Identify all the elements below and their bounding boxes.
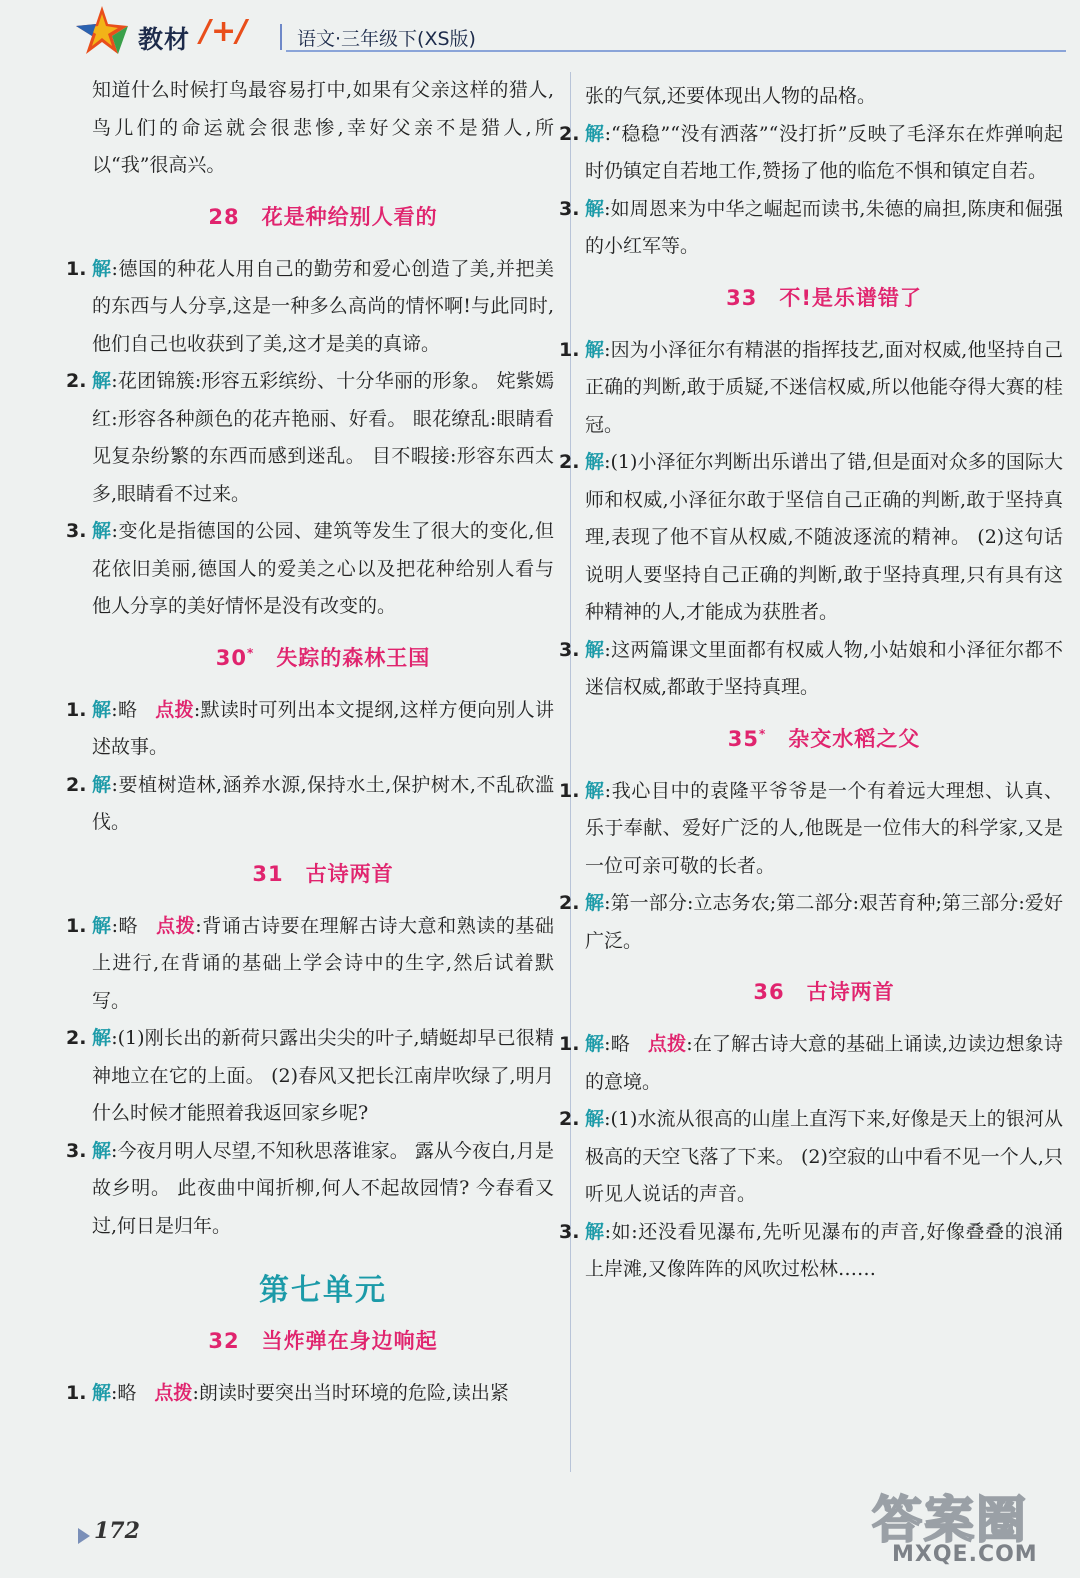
item-number: 2. xyxy=(559,122,580,145)
answer-label: 解 xyxy=(92,1139,112,1162)
answer-item xyxy=(559,444,1063,632)
answer-text: :这两篇课文里面都有权威人物,小姑娘和小泽征尔都不迷信权威,都敢于坚持真理。 xyxy=(585,638,1063,698)
section-number xyxy=(208,205,239,229)
answer-body xyxy=(585,1214,1063,1289)
answer-item xyxy=(559,1026,1063,1101)
subject-label: 语文·三年级下(XS版) xyxy=(297,28,476,50)
answer-body xyxy=(92,1133,554,1246)
answer-text: :德国的种花人用自己的勤劳和爱心创造了美,并把美的东西与人分享,这是一种多么高尚的情怀啊!与此同时,他们自己也收获到了美,这才是美的真谛。 xyxy=(92,257,554,355)
item-number: 3. xyxy=(66,520,87,542)
answer-item xyxy=(66,908,554,1021)
answer-item xyxy=(66,513,554,626)
answer-body xyxy=(92,513,554,626)
answer-text: :第一部分:立志务农;第二部分:艰苦育种;第三部分:爱好广泛。 xyxy=(585,892,1063,952)
answer-label: 解 xyxy=(92,370,112,392)
section-number-text: 28 xyxy=(208,204,240,229)
answer-body xyxy=(92,363,554,513)
answer-label: 解 xyxy=(92,1382,112,1404)
section-number-text: 32 xyxy=(208,1329,240,1353)
answer-item xyxy=(559,1101,1063,1214)
answer-item xyxy=(559,191,1063,266)
item-number: 2. xyxy=(559,451,580,473)
answer-text: :花团锦簇:形容五彩缤纷、十分华丽的形象。 姹紫嫣红:形容各种颜色的花卉艳丽、好看。 眼花缭乱:眼睛看见复杂纷繁的东西而感到迷乱。 目不暇接:形容东西太多,眼睛看不过来。 xyxy=(92,370,554,505)
answer-text: :(1)刚长出的新荷只露出尖尖的叶子,蜻蜓却早已很精神地立在它的上面。 (2)春风又把长江南岸吹绿了,明月什么时候才能照着我返回家乡呢? xyxy=(92,1027,554,1124)
hint-label: 点拨 xyxy=(647,1033,687,1055)
brand-title: 教材 xyxy=(138,25,191,54)
answer-item xyxy=(66,767,554,842)
answer-item xyxy=(559,885,1063,960)
hint-text: :默读时可列出本文提纲,这样方便向别人讲述故事。 xyxy=(92,698,554,758)
answer-label: 解 xyxy=(92,773,112,796)
optional-star: * xyxy=(758,726,767,741)
item-number: 2. xyxy=(559,1108,580,1130)
item-number: 1. xyxy=(559,1033,580,1055)
answer-label: 解 xyxy=(92,257,112,280)
answer-body xyxy=(585,332,1063,445)
item-number: 1. xyxy=(66,1382,87,1404)
answer-label: 解 xyxy=(585,1220,605,1243)
section-title xyxy=(585,976,1063,1006)
section-title-text: 花是种给别人看的 xyxy=(261,204,438,229)
brand-mark: /+/ xyxy=(200,14,248,49)
item-number: 2. xyxy=(66,1027,87,1049)
answer-text: :略 xyxy=(111,914,139,937)
item-number: 3. xyxy=(66,1139,87,1162)
hint-label: 点拨 xyxy=(156,914,196,937)
answer-item xyxy=(66,692,554,767)
answer-label: 解 xyxy=(585,451,605,473)
answer-item xyxy=(559,116,1063,191)
answer-text: :略 xyxy=(111,1382,137,1404)
section-title xyxy=(92,642,554,672)
answer-text: :要植树造林,涵养水源,保持水土,保护树木,不乱砍滥伐。 xyxy=(92,773,554,833)
section-number xyxy=(208,1329,239,1353)
section-title xyxy=(585,723,1063,753)
answer-item xyxy=(66,363,554,513)
answer-item xyxy=(559,1214,1063,1289)
section-title xyxy=(585,282,1063,312)
item-number: 2. xyxy=(66,773,87,796)
answer-item xyxy=(559,332,1063,445)
answer-body xyxy=(585,444,1063,632)
answer-text: :变化是指德国的公园、建筑等发生了很大的变化,但花依旧美丽,德国人的爱美之心以及把花种给别人看与他人分享的美好情怀是没有改变的。 xyxy=(92,520,554,617)
section-title-text: 古诗两首 xyxy=(305,861,394,886)
answer-text: :我心目中的袁隆平爷爷是一个有着远大理想、认真、乐于奉献、爱好广泛的人,他既是一位伟大的科学家,又是一位可亲可敬的长者。 xyxy=(585,779,1063,877)
section-number-text: 31 xyxy=(252,861,284,886)
answer-text: :(1)小泽征尔判断出乐谱出了错,但是面对众多的国际大师和权威,小泽征尔敢于坚信自己正确的判断,敢于坚持真理,表现了他不盲从权威,不随波逐流的精神。 (2)这句话说明人要坚持自己正确的判断,敢于坚持真理,只有具有这种精神的人,才能成为获胜者。 xyxy=(585,451,1063,623)
answer-label: 解 xyxy=(585,197,605,220)
answer-body xyxy=(585,1101,1063,1214)
section-number xyxy=(216,646,255,670)
answer-item xyxy=(66,251,554,364)
hint-text: :朗读时要突出当时环境的危险,读出紧 xyxy=(192,1382,509,1404)
answer-body xyxy=(92,767,554,842)
answer-body xyxy=(585,1026,1063,1101)
answer-body xyxy=(92,1375,554,1413)
answer-label: 解 xyxy=(92,520,112,542)
answer-body xyxy=(585,191,1063,266)
item-number: 2. xyxy=(66,370,87,392)
watermark-url: MXQE.COM xyxy=(892,1542,1038,1567)
answer-item xyxy=(66,1133,554,1246)
item-number: 3. xyxy=(559,1220,580,1243)
answer-label: 解 xyxy=(585,338,605,361)
page-number: 172 xyxy=(94,1518,140,1544)
answer-text: :略 xyxy=(604,1033,630,1055)
answer-item xyxy=(66,1375,554,1413)
item-number: 1. xyxy=(559,338,580,361)
star-logo-icon xyxy=(72,4,132,56)
answer-label: 解 xyxy=(92,698,112,721)
continued-text: 张的气氛,还要体现出人物的品格。 xyxy=(585,85,877,107)
section-title-text: 失踪的森林王国 xyxy=(276,645,431,670)
answer-text: :如:还没看见瀑布,先听见瀑布的声音,好像叠叠的浪涌上岸滩,又像阵阵的风吹过松林…… xyxy=(585,1220,1063,1280)
unit-title: 第七单元 xyxy=(259,1273,387,1308)
page-arrow-icon xyxy=(78,1528,90,1544)
section-number xyxy=(728,727,767,751)
section-title xyxy=(92,201,554,231)
answer-body xyxy=(585,632,1063,707)
section-title-text: 当炸弹在身边响起 xyxy=(261,1329,438,1353)
answer-label: 解 xyxy=(585,638,605,661)
answer-body xyxy=(92,251,554,364)
item-number: 1. xyxy=(66,698,87,721)
watermark-text: 答案圈 xyxy=(872,1491,1028,1549)
continued-text: 知道什么时候打鸟最容易打中,如果有父亲这样的猎人,鸟儿们的命运就会很悲惨,幸好父亲不是猎人,所以“我”很高兴。 xyxy=(92,79,554,176)
section-number-text: 36 xyxy=(753,980,785,1004)
item-number: 3. xyxy=(559,197,580,220)
answer-label: 解 xyxy=(92,914,112,937)
section-title-text: 古诗两首 xyxy=(806,980,895,1004)
header-rule xyxy=(286,50,1066,52)
item-number: 2. xyxy=(559,892,580,914)
right-column xyxy=(559,78,1063,1289)
section-number xyxy=(726,286,757,310)
hint-text: :背诵古诗要在理解古诗大意和熟读的基础上进行,在背诵的基础上学会诗中的生字,然后试着默写。 xyxy=(92,914,554,1012)
answer-label: 解 xyxy=(585,779,605,802)
section-number-text: 30 xyxy=(215,645,247,670)
answer-label: 解 xyxy=(585,892,605,914)
answer-item xyxy=(559,773,1063,886)
answer-body xyxy=(585,885,1063,960)
section-title-text: 杂交水稻之父 xyxy=(788,726,921,751)
hint-label: 点拨 xyxy=(155,698,194,721)
section-number-text: 33 xyxy=(726,285,758,310)
answer-label: 解 xyxy=(585,1033,605,1055)
hint-text: :在了解古诗大意的基础上诵读,边读边想象诗的意境。 xyxy=(585,1033,1063,1093)
answer-text: :“稳稳”“没有洒落”“没打折”反映了毛泽东在炸弹响起时仍镇定自若地工作,赞扬了他的临危不惧和镇定自若。 xyxy=(585,122,1063,182)
hint-label: 点拨 xyxy=(154,1382,193,1404)
item-number: 1. xyxy=(559,779,580,802)
answer-item xyxy=(66,1020,554,1133)
answer-item xyxy=(559,632,1063,707)
answer-text: :今夜月明人尽望,不知秋思落谁家。 露从今夜白,月是故乡明。 此夜曲中闻折柳,何人不起故园情? 今春看又过,何日是归年。 xyxy=(92,1139,554,1237)
answer-text: :(1)水流从很高的山崖上直泻下来,好像是天上的银河从极高的天空飞落了下来。 (2)空寂的山中看不见一个人,只听见人说话的声音。 xyxy=(585,1108,1063,1205)
answer-label: 解 xyxy=(585,1108,605,1130)
answer-text: :因为小泽征尔有精湛的指挥技艺,面对权威,他坚持自己正确的判断,敢于质疑,不迷信权威,所以他能夺得大赛的桂冠。 xyxy=(585,338,1063,436)
answer-body xyxy=(92,908,554,1021)
answer-body xyxy=(585,773,1063,886)
section-title xyxy=(92,858,554,888)
header-divider xyxy=(280,24,282,50)
answer-body xyxy=(92,1020,554,1133)
section-title xyxy=(92,1325,554,1355)
item-number: 1. xyxy=(66,914,87,937)
page-header xyxy=(0,0,1080,60)
left-column xyxy=(66,72,554,1413)
answer-label: 解 xyxy=(92,1027,112,1049)
section-number xyxy=(753,980,784,1004)
section-number-text: 35 xyxy=(727,726,759,751)
answer-label: 解 xyxy=(585,122,605,145)
item-number: 1. xyxy=(66,257,87,280)
section-number xyxy=(252,862,283,886)
watermark-logo xyxy=(872,1480,1068,1572)
optional-star: * xyxy=(246,645,255,660)
item-number: 3. xyxy=(559,638,580,661)
answer-text: :略 xyxy=(111,698,138,721)
answer-body xyxy=(92,692,554,767)
answer-body xyxy=(585,116,1063,191)
section-title-text: 不!是乐谱错了 xyxy=(779,285,922,310)
answer-text: :如周恩来为中华之崛起而读书,朱德的扁担,陈庚和倔强的小红军等。 xyxy=(585,197,1063,257)
